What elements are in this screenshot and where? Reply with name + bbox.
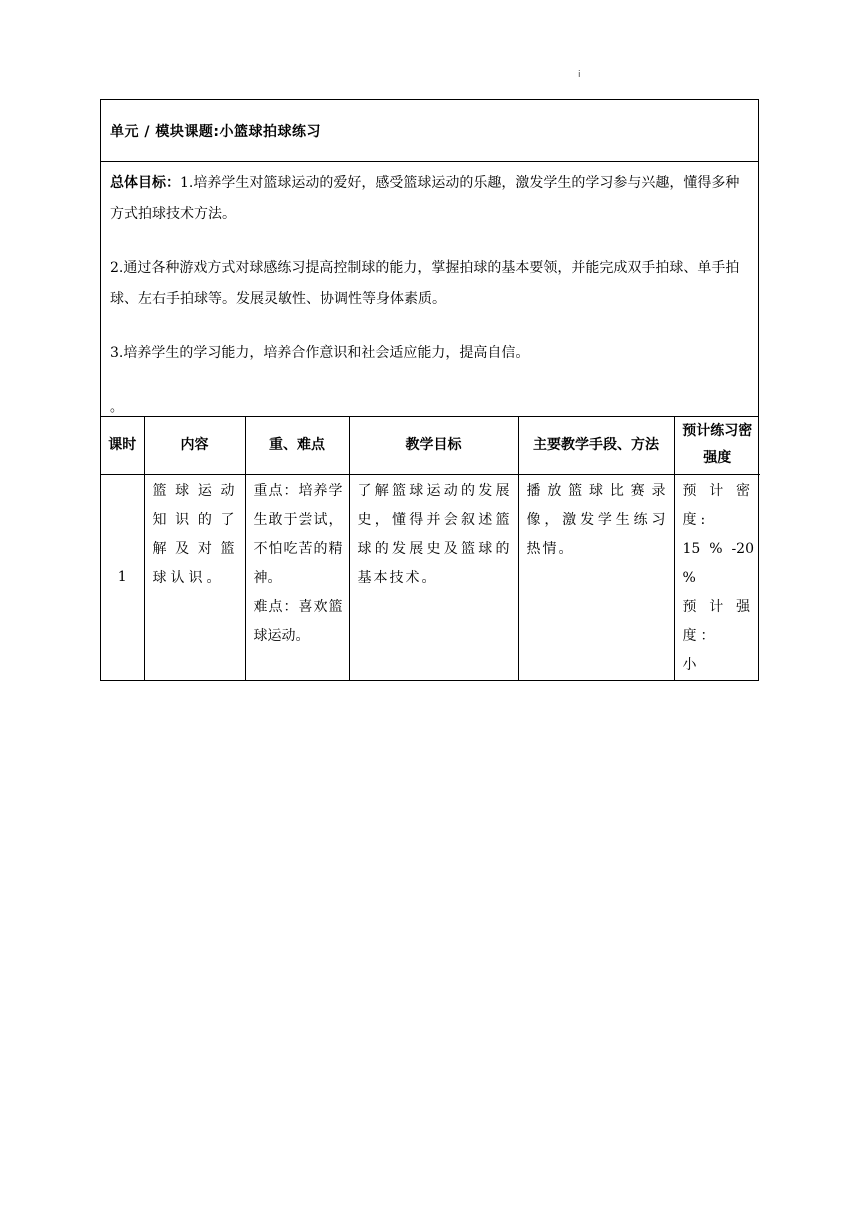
goal-item-2: 2.通过各种游戏方式对球感练习提高控制球的能力，掌握拍球的基本要领，并能完成双手拍球、单手拍球、左右手拍球等。发展灵敏性、协调性等身体素质。 <box>110 260 740 307</box>
difficult-point-text: 难点：喜欢篮球运动。 <box>253 598 343 644</box>
cell-intensity <box>674 474 760 680</box>
intensity-value: 小 <box>682 656 697 673</box>
cell-objectives: 了解篮球运动的发展史，懂得并会叙述篮球的发展史及篮球的基本技术。 <box>349 474 518 680</box>
overall-goals-section <box>101 162 758 417</box>
intensity-label: 预计强度： <box>682 598 754 644</box>
goal-item-3: 3.培养学生的学习能力，培养合作意识和社会适应能力，提高自信。 <box>110 345 530 361</box>
table-header-row <box>101 417 760 474</box>
header-objectives: 教学目标 <box>349 417 518 474</box>
header-hours: 课时 <box>101 417 144 474</box>
goals-label: 总体目标： <box>110 175 180 191</box>
key-point-text: 重点：培养学生敢于尝试，不怕吃苦的精神。 <box>253 482 343 586</box>
density-value: 15 % -20 % <box>682 540 754 586</box>
goal-item-1 <box>110 168 752 230</box>
goal-item-1-text: 1.培养学生对篮球运动的爱好，感受篮球运动的乐趣，激发学生的学习参与兴趣，懂得多种方式拍球技术方法。 <box>110 175 740 222</box>
density-label: 预计密度: <box>682 482 754 528</box>
cell-content: 篮球运动知识的了解及对篮球认识。 <box>144 474 245 680</box>
lesson-table <box>101 417 760 680</box>
header-intensity: 预计练习密强度 <box>674 417 760 474</box>
cell-methods: 播放篮球比赛录像，激发学生练习热情。 <box>518 474 674 680</box>
table-row <box>101 474 760 680</box>
header-content: 内容 <box>144 417 245 474</box>
lesson-plan-document <box>100 99 759 681</box>
header-methods: 主要教学手段、方法 <box>518 417 674 474</box>
page-header-mark: i <box>578 70 581 80</box>
cell-hours: 1 <box>101 474 144 680</box>
goals-tail-mark: 。 <box>110 400 124 415</box>
unit-title: 单元 / 模块课题:小篮球拍球练习 <box>101 100 758 162</box>
cell-key-points <box>245 474 349 680</box>
header-key-points: 重、难点 <box>245 417 349 474</box>
